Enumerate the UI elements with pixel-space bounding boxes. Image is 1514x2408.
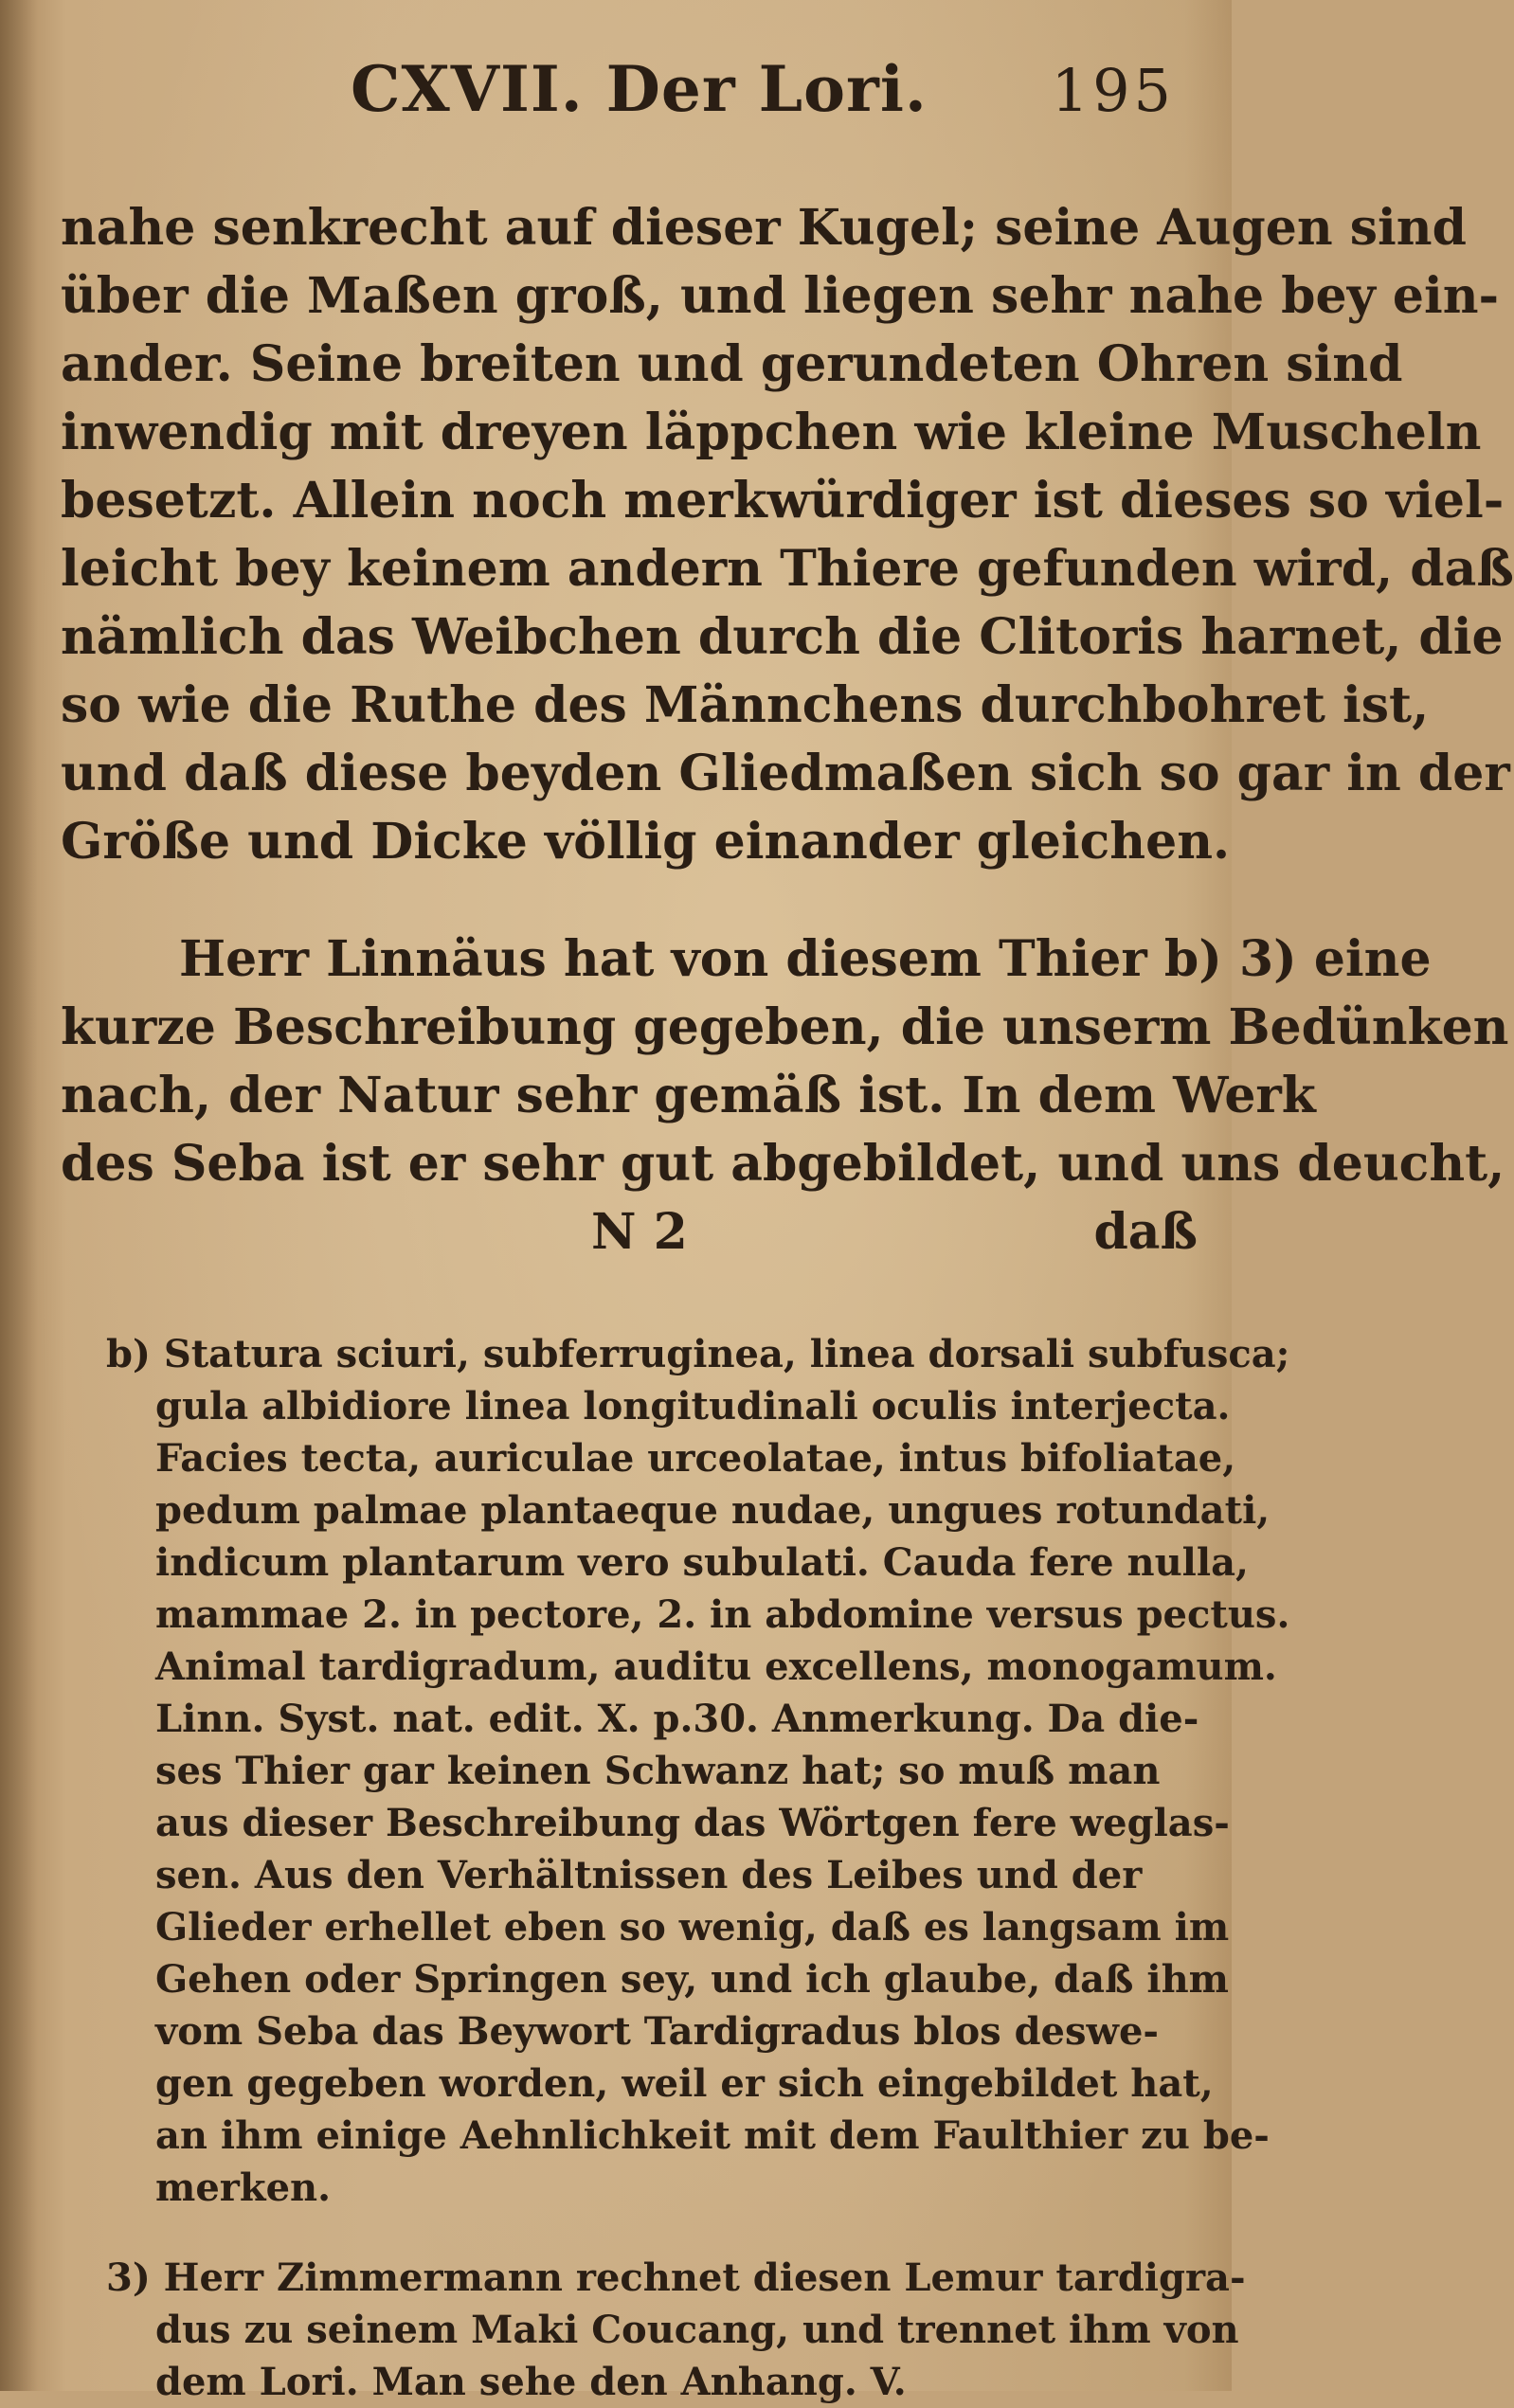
- footnote-line: pedum palmae plantaeque nudae, ungues rotundati,: [155, 1488, 1271, 1533]
- footnote-line: Glieder erhellet eben so wenig, daß es langsam im: [155, 1905, 1230, 1950]
- paragraph-1: [61, 194, 1514, 876]
- text-line: inwendig mit dreyen läppchen wie kleine Muscheln: [61, 404, 1482, 461]
- paragraph-2: [61, 925, 1509, 1198]
- signature-row: [61, 1198, 1198, 1267]
- text-line: kurze Beschreibung gegeben, die unserm Bedünken: [61, 998, 1509, 1056]
- text-line: nämlich das Weibchen durch die Clitoris harnet, die: [61, 608, 1504, 666]
- signature-mark: N 2: [591, 1203, 688, 1261]
- footnote-line: gen gegeben worden, weil er sich eingebildet hat,: [155, 2061, 1214, 2106]
- text-line: nach, der Natur sehr gemäß ist. In dem Werk: [61, 1067, 1316, 1124]
- footnote-line: Linn. Syst. nat. edit. X. p.30. Anmerkung. Da die-: [155, 1697, 1199, 1741]
- footnote-line: Gehen oder Springen sey, und ich glaube, daß ihm: [155, 1957, 1229, 2002]
- text-line: ander. Seine breiten und gerundeten Ohren sind: [61, 335, 1403, 393]
- page-header: [351, 52, 1203, 137]
- running-head: CXVII. Der Lori.: [351, 52, 928, 126]
- footnote-line: dem Lori. Man sehe den Anhang. V.: [155, 2360, 907, 2404]
- footnote-line: merken.: [155, 2165, 332, 2210]
- footnote-line: 3) Herr Zimmermann rechnet diesen Lemur tardigra-: [106, 2255, 1246, 2300]
- text-line: Größe und Dicke völlig einander gleichen.: [61, 813, 1231, 871]
- footnote-line: aus dieser Beschreibung das Wörtgen fere weglas-: [155, 1801, 1230, 1845]
- footnote-line: gula albidiore linea longitudinali oculis interjecta.: [155, 1384, 1231, 1429]
- footnote-line: an ihm einige Aehnlichkeit mit dem Faulthier zu be-: [155, 2113, 1270, 2158]
- text-line: des Seba ist er sehr gut abgebildet, und uns deucht,: [61, 1135, 1505, 1193]
- footnote-line: indicum plantarum vero subulati. Cauda fere nulla,: [155, 1540, 1249, 1585]
- footnote-line: dus zu seinem Maki Coucang, und trennet ihm von: [155, 2308, 1239, 2352]
- footnote-b: [106, 1328, 1290, 2214]
- footnote-3: [106, 2252, 1246, 2408]
- footnote-line: vom Seba das Beywort Tardigradus blos deswe-: [155, 2009, 1160, 2054]
- text-line: über die Maßen groß, und liegen sehr nahe bey ein-: [61, 267, 1500, 325]
- text-line: und daß diese beyden Gliedmaßen sich so gar in der: [61, 745, 1510, 802]
- footnote-gap: [106, 2214, 1215, 2252]
- catchword: daß: [1093, 1203, 1198, 1261]
- text-line: leicht bey keinem andern Thiere gefunden wird, daß: [61, 540, 1514, 598]
- text-line: Herr Linnäus hat von diesem Thier b) 3) eine: [179, 930, 1432, 988]
- footnotes: [106, 1328, 1290, 2408]
- footnote-line: sen. Aus den Verhältnissen des Leibes und der: [155, 1853, 1143, 1897]
- page-number: 195: [1051, 56, 1175, 125]
- paragraph-gap: [61, 876, 1198, 925]
- footnote-line: Animal tardigradum, auditu excellens, monogamum.: [155, 1644, 1277, 1689]
- footnote-line: ses Thier gar keinen Schwanz hat; so muß man: [155, 1749, 1161, 1793]
- text-line: besetzt. Allein noch merkwürdiger ist dieses so viel-: [61, 472, 1505, 530]
- footnote-line: Facies tecta, auriculae urceolatae, intus bifoliatae,: [155, 1436, 1236, 1481]
- text-line: so wie die Ruthe des Männchens durchbohret ist,: [61, 676, 1430, 734]
- main-text: [61, 194, 1514, 1267]
- gutter-shadow: [0, 0, 38, 2391]
- footnote-line: b) Statura sciuri, subferruginea, linea dorsali subfusca;: [106, 1332, 1290, 1376]
- footnote-line: mammae 2. in pectore, 2. in abdomine versus pectus.: [155, 1592, 1290, 1637]
- text-line: nahe senkrecht auf dieser Kugel; seine Augen sind: [61, 199, 1467, 257]
